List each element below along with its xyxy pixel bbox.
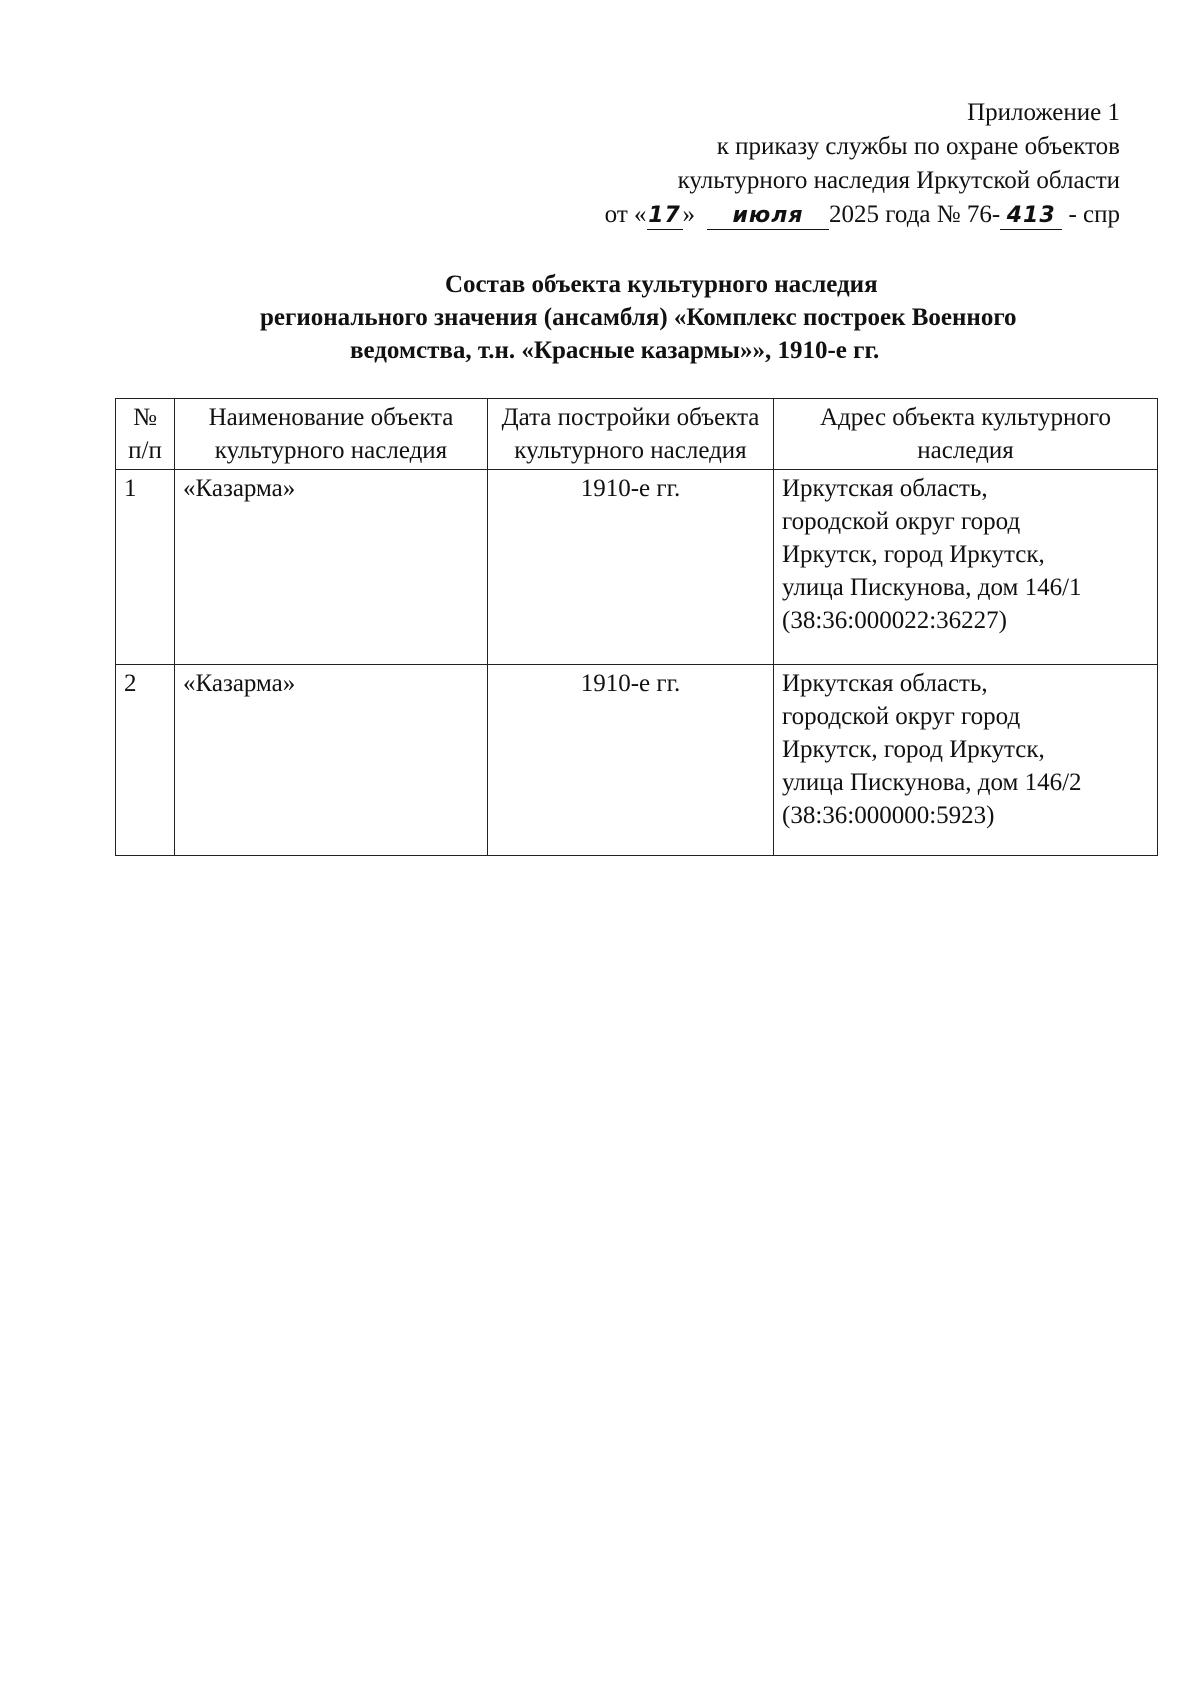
order-reference-line: к приказу службы по охране объектов [716,133,1120,160]
title-line-2: регионального значения (ансамбля) «Комплекс построек Военного [260,304,1017,331]
handwritten-day: 17 [648,203,681,228]
address-line: Иркутск, город Иркутск, [782,736,1045,763]
order-date-number-line [420,198,1120,232]
date-prefix: от « [604,201,647,228]
issuing-authority-line: культурного наследия Иркутской области [677,167,1120,194]
document-title [200,268,1070,367]
handwritten-month: июля [732,203,804,228]
column-header-number: № п/п [116,399,175,470]
address-line: городской округ город [782,703,1021,730]
month-field [707,202,829,230]
object-address [774,470,1158,665]
address-line: Иркутская область, [782,670,988,697]
object-address [774,665,1158,856]
cadastral-number: (38:36:000000:5923) [782,802,995,829]
table-row [116,665,1158,856]
row-number: 2 [116,665,175,856]
column-header-construction-date: Дата постройки объекта культурного наследия [488,399,774,470]
column-header-address: Адрес объекта культурного наследия [774,399,1158,470]
construction-date: 1910-е гг. [488,470,774,665]
appendix-header [420,96,1120,232]
handwritten-order-number: 413 [1006,203,1056,228]
year-and-number-label: 2025 года № 76- [829,201,1001,228]
appendix-title: Приложение 1 [967,99,1120,126]
order-number-field [1000,202,1062,230]
day-field [647,202,683,230]
title-line-3: ведомства, т.н. «Красные казармы»», 1910-е гг. [350,337,880,364]
table-header-row [116,399,1158,470]
object-name: «Казарма» [175,665,488,856]
address-line: Иркутская область, [782,475,988,502]
title-line-1: Состав объекта культурного наследия [445,271,878,298]
address-line: улица Пискунова, дом 146/1 [782,574,1082,601]
row-number: 1 [116,470,175,665]
address-line: городской округ город [782,508,1021,535]
cadastral-number: (38:36:000022:36227) [782,607,1007,634]
date-quote-close: » [682,201,696,228]
address-line: Иркутск, город Иркутск, [782,541,1045,568]
column-header-name: Наименование объекта культурного наследия [175,399,488,470]
heritage-composition-table [115,398,1158,856]
construction-date: 1910-е гг. [488,665,774,856]
address-line: улица Пискунова, дом 146/2 [782,769,1082,796]
order-number-suffix: - спр [1062,201,1120,228]
table-row [116,470,1158,665]
object-name: «Казарма» [175,470,488,665]
